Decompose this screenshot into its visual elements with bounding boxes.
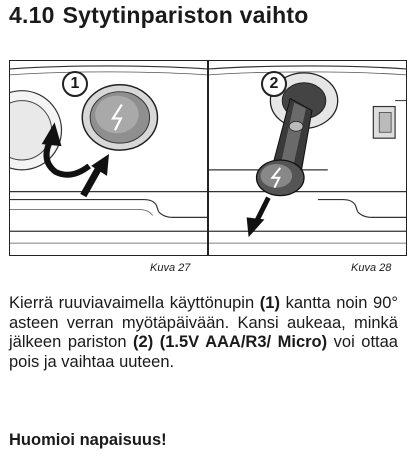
figure-28 [208,60,407,256]
figure-28-caption: Kuva 28 [351,262,392,274]
paragraph-text-1: Kierrä ruuviavaimella käyttönupin [9,294,260,312]
paragraph-bold-1: (1) [259,294,280,312]
paragraph-text-3: voi ottaa pois ja vaihtaa uuteen. [9,333,398,371]
figure-27 [9,60,208,256]
section-number: 4.10 [9,2,55,28]
callout-2: 2 [261,71,287,97]
paragraph-bold-2: (2) (1.5V AAA/R3/ Micro) [133,333,328,351]
figure-27-caption: Kuva 27 [150,262,191,274]
paragraph-text-2: kantta noin 90° asteen verran myötäpäivään. Kansi aukeaa, minkä jälkeen pariston [9,294,398,351]
callout-1: 1 [62,71,88,97]
instruction-paragraph [9,294,398,372]
polarity-note: Huomioi napaisuus! [9,431,167,449]
section-title: Sytytinpariston vaihto [62,2,309,28]
figure-28-illustration [209,61,406,255]
section-heading [9,2,309,29]
figure-27-illustration [10,61,207,255]
